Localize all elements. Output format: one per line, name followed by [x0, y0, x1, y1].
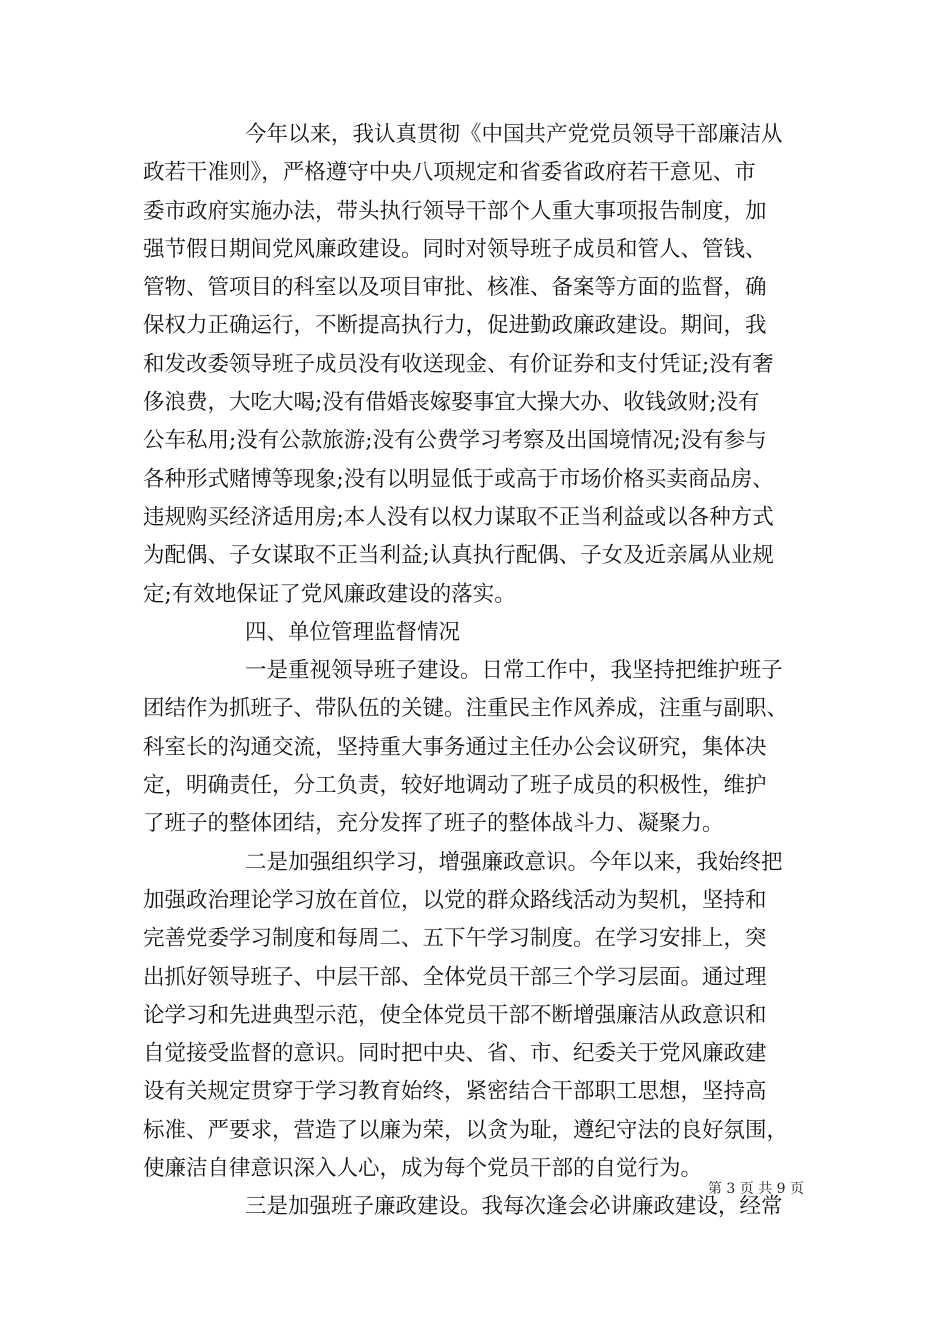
body-text: [143, 116, 813, 1227]
text-line: 出抓好领导班子、中层干部、全体党员干部三个学习层面。通过理: [143, 964, 767, 990]
text-line: 定;有效地保证了党风廉政建设的落实。: [143, 581, 516, 607]
text-line: 政若干准则》，严格遵守中央八项规定和省委省政府若干意见、市: [143, 160, 756, 186]
text-line: 了班子的整体团结，充分发挥了班子的整体战斗力、凝聚力。: [143, 811, 724, 837]
text-line: 二是加强组织学习，增强廉政意识。今年以来，我始终把: [245, 849, 783, 875]
text-line: 强节假日期间党风廉政建设。同时对领导班子成员和管人、管钱、: [143, 236, 767, 262]
text-line: 定，明确责任，分工负责，较好地调动了班子成员的积极性，维护: [143, 773, 767, 799]
text-line: 使廉洁自律意识深入人心，成为每个党员干部的自觉行为。: [143, 1156, 703, 1182]
text-line: 一是重视领导班子建设。日常工作中，我坚持把维护班子: [245, 658, 783, 684]
text-line: 公车私用;没有公款旅游;没有公费学习考察及出国境情况;没有参与: [143, 428, 767, 454]
text-line: 三是加强班子廉政建设。我每次逢会必讲廉政建设，经常: [245, 1194, 783, 1220]
text-line: 侈浪费，大吃大喝;没有借婚丧嫁娶事宜大操大办、收钱敛财;没有: [143, 390, 760, 416]
text-line: 今年以来，我认真贯彻《中国共产党党员领导干部廉洁从: [245, 122, 783, 147]
text-line: 标准、严要求，营造了以廉为荣，以贪为耻，遵纪守法的良好氛围，: [143, 1117, 789, 1143]
text-line: 自觉接受监督的意识。同时把中央、省、市、纪委关于党风廉政建: [143, 1041, 767, 1067]
text-line: 管物、管项目的科室以及项目审批、核准、备案等方面的监督，确: [143, 275, 767, 301]
text-line: 团结作为抓班子、带队伍的关键。注重民主作风养成，注重与副职、: [143, 696, 789, 722]
text-line: 完善党委学习制度和每周二、五下午学习制度。在学习安排上，突: [143, 926, 767, 952]
section-heading: 四、单位管理监督情况: [245, 619, 461, 645]
text-line: 违规购买经济适用房;本人没有以权力谋取不正当利益或以各种方式: [143, 504, 774, 530]
text-line: 论学习和先进典型示范，使全体党员干部不断增强廉洁从政意识和: [143, 1002, 767, 1028]
text-line: 为配偶、子女谋取不正当利益;认真执行配偶、子女及近亲属从业规: [143, 543, 774, 569]
text-line: 加强政治理论学习放在首位，以党的群众路线活动为契机，坚持和: [143, 887, 767, 913]
text-line: 和发改委领导班子成员没有收送现金、有价证券和支付凭证;没有奢: [143, 351, 774, 377]
text-line: 各种形式赌博等现象;没有以明显低于或高于市场价格买卖商品房、: [143, 466, 774, 492]
text-line: 保权力正确运行，不断提高执行力，促进勤政廉政建设。期间，我: [143, 313, 767, 339]
text-line: 设有关规定贯穿于学习教育始终，紧密结合干部职工思想，坚持高: [143, 1079, 767, 1105]
text-line: 科室长的沟通交流，坚持重大事务通过主任办公会议研究，集体决: [143, 734, 767, 760]
text-line: 委市政府实施办法，带头执行领导干部个人重大事项报告制度，加: [143, 198, 767, 224]
page-number: 第 3 页 共 9 页: [707, 1181, 804, 1197]
